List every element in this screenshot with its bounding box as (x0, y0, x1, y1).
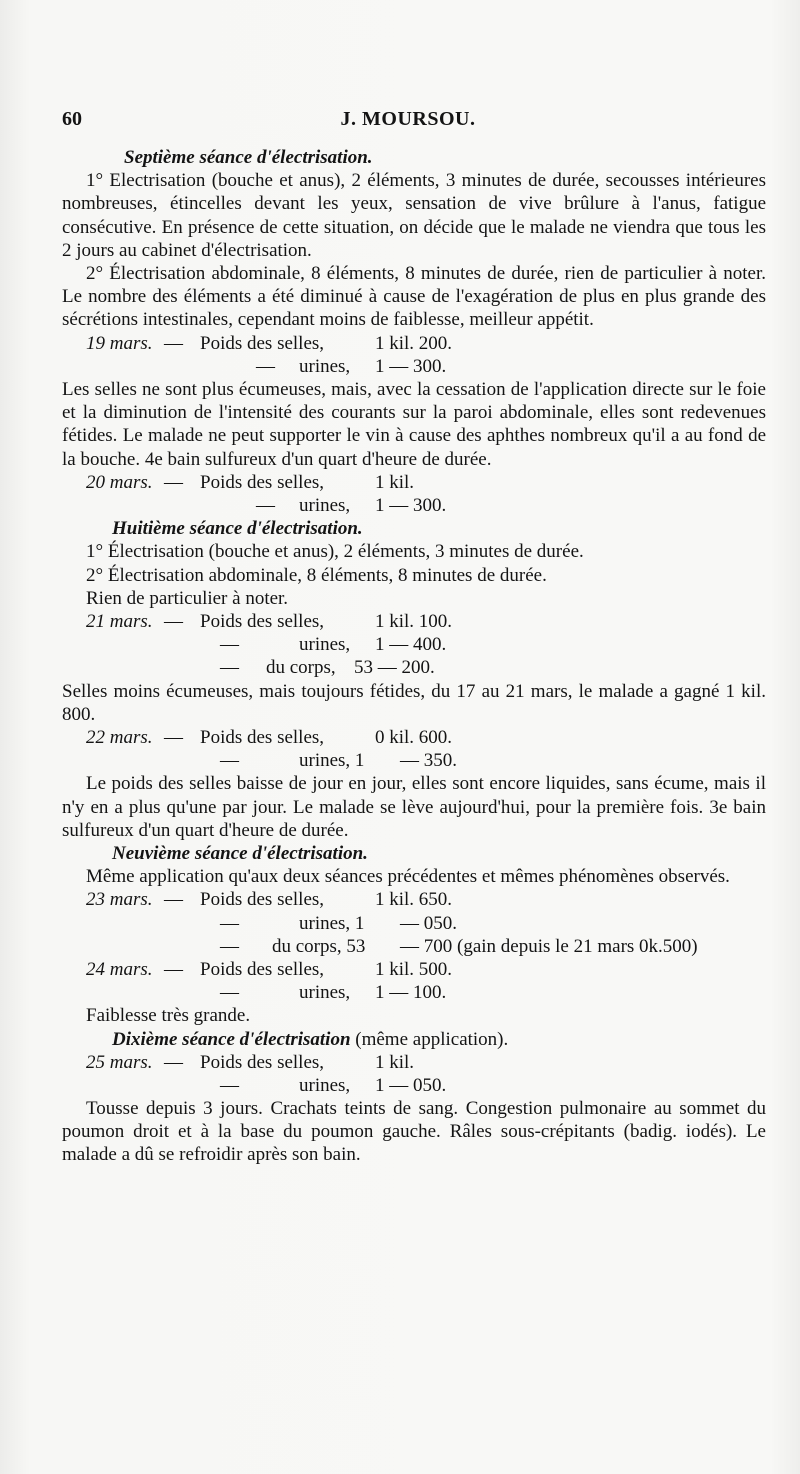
measure-value: — 700 (gain depuis le 21 mars 0k.500) (400, 935, 698, 957)
dash: — (164, 471, 183, 493)
measure-value: 1 — 300. (375, 355, 447, 377)
measure-value: 53 — 200. (354, 657, 435, 679)
dash: — (164, 611, 183, 632)
entry-date: 24 mars. (86, 958, 153, 980)
section-heading-8: Huitième séance d'électrisation. (112, 518, 363, 540)
section-heading-10-title: Dixième séance d'électrisation (112, 1028, 351, 1050)
measure-value: 1 kil. (375, 1051, 415, 1073)
dash: — (220, 912, 239, 934)
entry-date: 19 mars. (86, 332, 153, 354)
measure-value: 1 — 400. (375, 634, 447, 656)
paragraph-electrisation-abdominale: 2° Électrisation abdominale, 8 éléments, 8 minutes de durée. (86, 564, 547, 586)
measure-label: Poids des selles, (200, 471, 325, 493)
section-heading-10 (62, 1028, 766, 1051)
measurement-row (62, 749, 766, 772)
paragraph-selles-moins: Selles moins écumeuses, mais toujours fétides, du 17 au 21 mars, le malade a gagné 1 kil. 800. (62, 680, 766, 725)
entry-date: 20 mars. (86, 471, 153, 493)
section-heading-7: Septième séance d'électrisation. (124, 147, 373, 168)
measurement-row (62, 610, 766, 633)
section-heading-9: Neuvième séance d'électrisation. (112, 842, 368, 864)
dash: — (220, 1074, 239, 1096)
measurement-row (62, 912, 766, 935)
measurement-row (62, 935, 766, 958)
measure-value: 1 kil. (375, 471, 415, 493)
paragraph-electrisation-2: 2° Électrisation abdominale, 8 éléments, 8 minutes de durée, rien de particulier à noter. Le nombre des éléments a été diminué à cause de l'exagération de plus en plus grande des sécrétions intestinales, cependant moins de faiblesse, meilleur appétit. (62, 263, 766, 331)
measure-value: — 350. (400, 750, 457, 772)
measure-value: 1 kil. 650. (375, 889, 453, 911)
measurement-row (62, 633, 766, 656)
measure-value: 1 kil. 100. (375, 611, 453, 632)
measure-label: urines, (299, 1074, 351, 1096)
measure-label: Poids des selles, (200, 958, 325, 980)
measurement-row (62, 332, 766, 355)
dash: — (256, 495, 275, 516)
measure-label: urines, 1 (299, 912, 365, 934)
paragraph-poids: Le poids des selles baisse de jour en jour, elles sont encore liquides, sans écume, mais il n'y en a plus qu'une par jour. Le malade se lève aujourd'hui, pour la première fois. 3e bain sulfureux d'un quart d'heure de durée. (62, 773, 766, 841)
paragraph-faiblesse: Faiblesse très grande. (86, 1005, 251, 1027)
paragraph-selles-fetides: Les selles ne sont plus écumeuses, mais, avec la cessation de l'application directe sur le foie et la diminution de l'intensité des courants sur la paroi abdominale, elles sont redevenues fétides. Le malade ne peut supporter le vin à cause des aphthes nombreux qu'il a au fond de la bouche. 4e bain sulfureux d'un quart d'heure de durée. (62, 379, 766, 470)
paragraph-tousse: Tousse depuis 3 jours. Crachats teints de sang. Congestion pulmonaire au sommet du poumon droit et à la base du poumon gauche. Râles sous-crépitants (badig. iodés). Le malade a dû se refroidir après son bain. (62, 1098, 766, 1166)
measure-value: 1 kil. 500. (375, 958, 453, 980)
entry-date: 25 mars. (86, 1051, 153, 1073)
dash: — (164, 332, 183, 354)
entry-date: 21 mars. (86, 611, 153, 632)
dash: — (220, 634, 239, 656)
measure-label: urines, (299, 634, 351, 656)
measure-value: 1 kil. 200. (375, 332, 453, 354)
measure-label: Poids des selles, (200, 889, 325, 911)
measurement-row (62, 494, 766, 517)
paragraph-rien: Rien de particulier à noter. (86, 587, 289, 609)
measure-value: — 050. (400, 912, 457, 934)
measurement-row (62, 888, 766, 911)
dash: — (256, 355, 275, 377)
dash: — (164, 1051, 183, 1073)
measure-value: 0 kil. 600. (375, 726, 453, 748)
measurement-row (62, 958, 766, 981)
measurement-row (62, 1051, 766, 1074)
measure-label: Poids des selles, (200, 726, 325, 748)
measure-label: Poids des selles, (200, 611, 325, 632)
dash: — (220, 657, 239, 679)
measure-label: urines, (299, 355, 351, 377)
dash: — (164, 889, 183, 911)
running-header (62, 108, 754, 138)
measurement-row (62, 726, 766, 749)
entry-date: 23 mars. (86, 889, 153, 911)
measure-label: Poids des selles, (200, 1051, 325, 1073)
page-number: 60 (62, 108, 82, 130)
paragraph-electrisation-1: 1° Electrisation (bouche et anus), 2 éléments, 3 minutes de durée, secousses intérieures nombreuses, étincelles devant les yeux, sensation de vive brûlure à l'anus, fatigue consécutive. En présence de cette situation, on décide que le malade ne viendra que tous les 2 jours au cabinet d'électrisation. (62, 170, 766, 261)
dash: — (220, 750, 239, 772)
measure-value: 1 — 300. (375, 495, 447, 516)
paragraph-electrisation-bouche: 1° Électrisation (bouche et anus), 2 éléments, 3 minutes de durée. (86, 541, 584, 563)
measure-value: 1 — 050. (375, 1074, 447, 1096)
page-body (62, 146, 766, 1167)
dash: — (220, 935, 239, 957)
running-title: J. MOURSOU. (340, 108, 476, 130)
paragraph-meme-application: Même application qu'aux deux séances précédentes et mêmes phénomènes observés. (86, 866, 730, 888)
measurement-row (62, 656, 766, 679)
measurement-row (62, 1074, 766, 1097)
measurement-row (62, 355, 766, 378)
entry-date: 22 mars. (86, 726, 153, 748)
measure-value: 1 — 100. (375, 982, 447, 1004)
measurement-row (62, 981, 766, 1004)
dash: — (220, 982, 239, 1004)
dash: — (164, 958, 183, 980)
measure-label: Poids des selles, (200, 332, 325, 354)
measure-label: urines, (299, 495, 351, 516)
section-heading-10-note: (même application). (355, 1028, 509, 1050)
measure-label: du corps, (266, 657, 336, 679)
measure-label: urines, 1 (299, 750, 365, 772)
measurement-row (62, 471, 766, 494)
measure-label: du corps, 53 (272, 935, 366, 957)
dash: — (164, 726, 183, 748)
measure-label: urines, (299, 982, 351, 1004)
